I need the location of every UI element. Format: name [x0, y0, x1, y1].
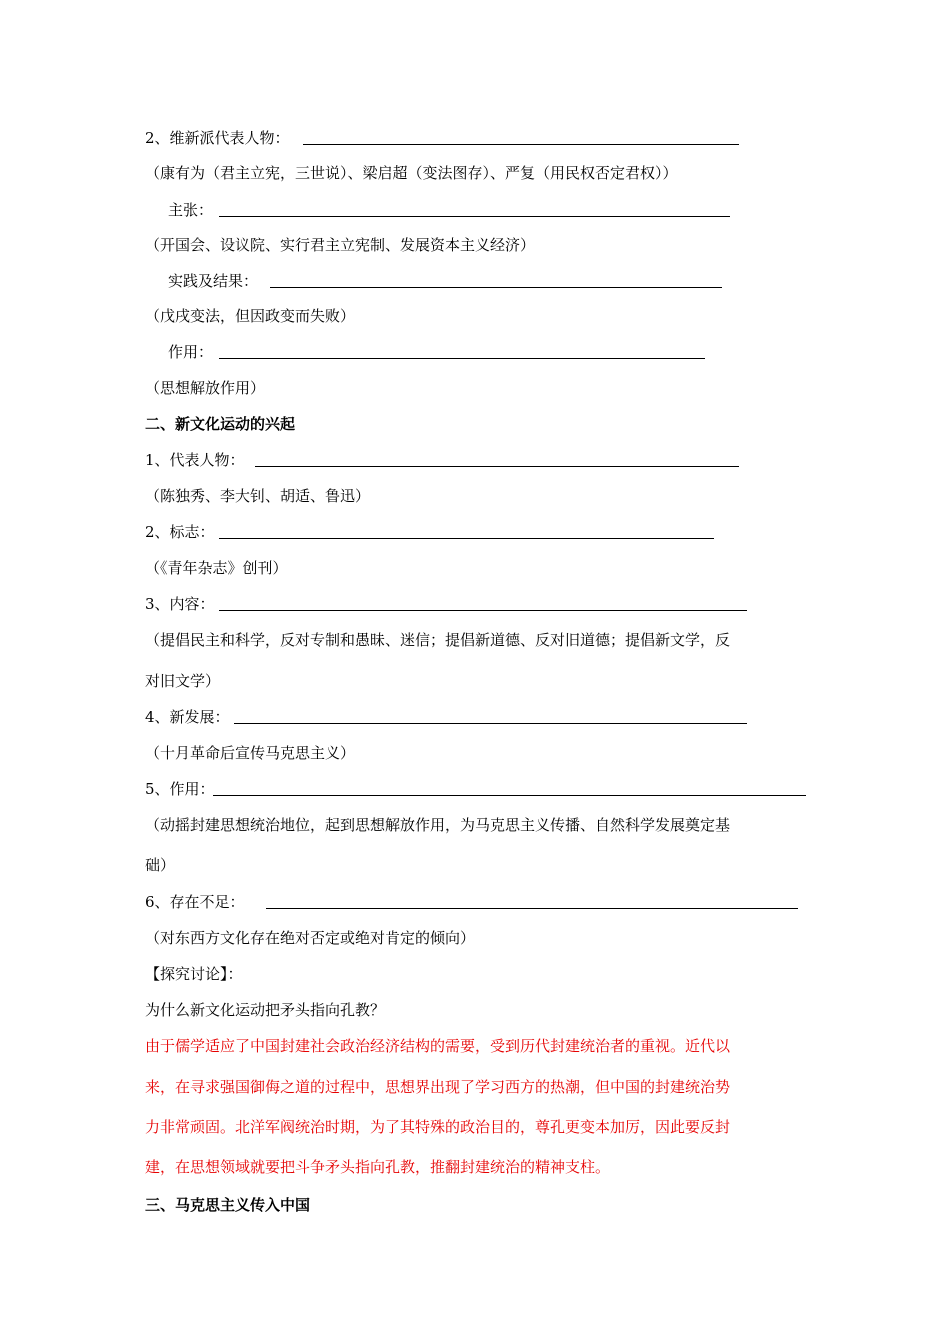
discussion-question: 为什么新文化运动把矛头指向孔教？	[145, 1001, 386, 1019]
question-label: 6、存在不足：	[145, 893, 245, 911]
question-practice-label: 实践及结果：	[168, 272, 259, 290]
answer-text: （提倡民主和科学，反对专制和愚昧、迷信；提倡新道德、反对旧道德；提倡新文学，反	[145, 631, 731, 649]
question-effect-label: 作用：	[168, 343, 214, 361]
question-label: 1、代表人物：	[145, 451, 245, 469]
answer-text: （十月革命后宣传马克思主义）	[145, 744, 356, 762]
answer-text: （戊戌变法，但因政变而失败）	[145, 307, 356, 325]
answer-text: （《青年杂志》创刊）	[145, 559, 288, 577]
answer-text: （康有为（君主立宪，三世说）、梁启超（变法图存）、严复（用民权否定君权））	[145, 164, 678, 182]
question-reformers-label: 2、维新派代表人物：	[145, 129, 290, 147]
discussion-answer-line: 由于儒学适应了中国封建社会政治经济结构的需要，受到历代封建统治者的重视。近代以	[145, 1037, 731, 1055]
answer-blank[interactable]	[255, 466, 739, 467]
answer-blank[interactable]	[219, 358, 705, 359]
discussion-answer-line: 力非常顽固。北洋军阀统治时期，为了其特殊的政治目的，尊孔更变本加厉，因此要反封	[145, 1118, 731, 1136]
answer-blank[interactable]	[234, 723, 747, 724]
answer-text: （对东西方文化存在绝对否定或绝对肯定的倾向）	[145, 929, 476, 947]
question-label: 4、新发展：	[145, 708, 230, 726]
question-claim-label: 主张：	[168, 201, 214, 219]
section-heading: 三、马克思主义传入中国	[145, 1196, 311, 1214]
question-label: 5、作用：	[145, 780, 215, 798]
answer-blank[interactable]	[219, 610, 747, 611]
discussion-heading: 【探究讨论】：	[145, 965, 243, 983]
question-label: 2、标志：	[145, 523, 215, 541]
answer-text: （思想解放作用）	[145, 379, 266, 397]
answer-text: （开国会、设议院、实行君主立宪制、发展资本主义经济）	[145, 236, 536, 254]
answer-text: 础）	[145, 856, 176, 874]
answer-text: （动摇封建思想统治地位，起到思想解放作用，为马克思主义传播、自然科学发展奠定基	[145, 816, 731, 834]
answer-blank[interactable]	[219, 216, 730, 217]
section-heading: 二、新文化运动的兴起	[145, 415, 296, 433]
answer-blank[interactable]	[219, 538, 714, 539]
answer-blank[interactable]	[266, 908, 798, 909]
answer-blank[interactable]	[303, 144, 739, 145]
answer-text: （陈独秀、李大钊、胡适、鲁迅）	[145, 487, 371, 505]
answer-blank[interactable]	[270, 287, 722, 288]
answer-blank[interactable]	[213, 795, 806, 796]
answer-text: 对旧文学）	[145, 672, 221, 690]
discussion-answer-line: 来，在寻求强国御侮之道的过程中，思想界出现了学习西方的热潮，但中国的封建统治势	[145, 1078, 731, 1096]
discussion-answer-line: 建，在思想领域就要把斗争矛头指向孔教，推翻封建统治的精神支柱。	[145, 1158, 611, 1176]
question-label: 3、内容：	[145, 595, 215, 613]
